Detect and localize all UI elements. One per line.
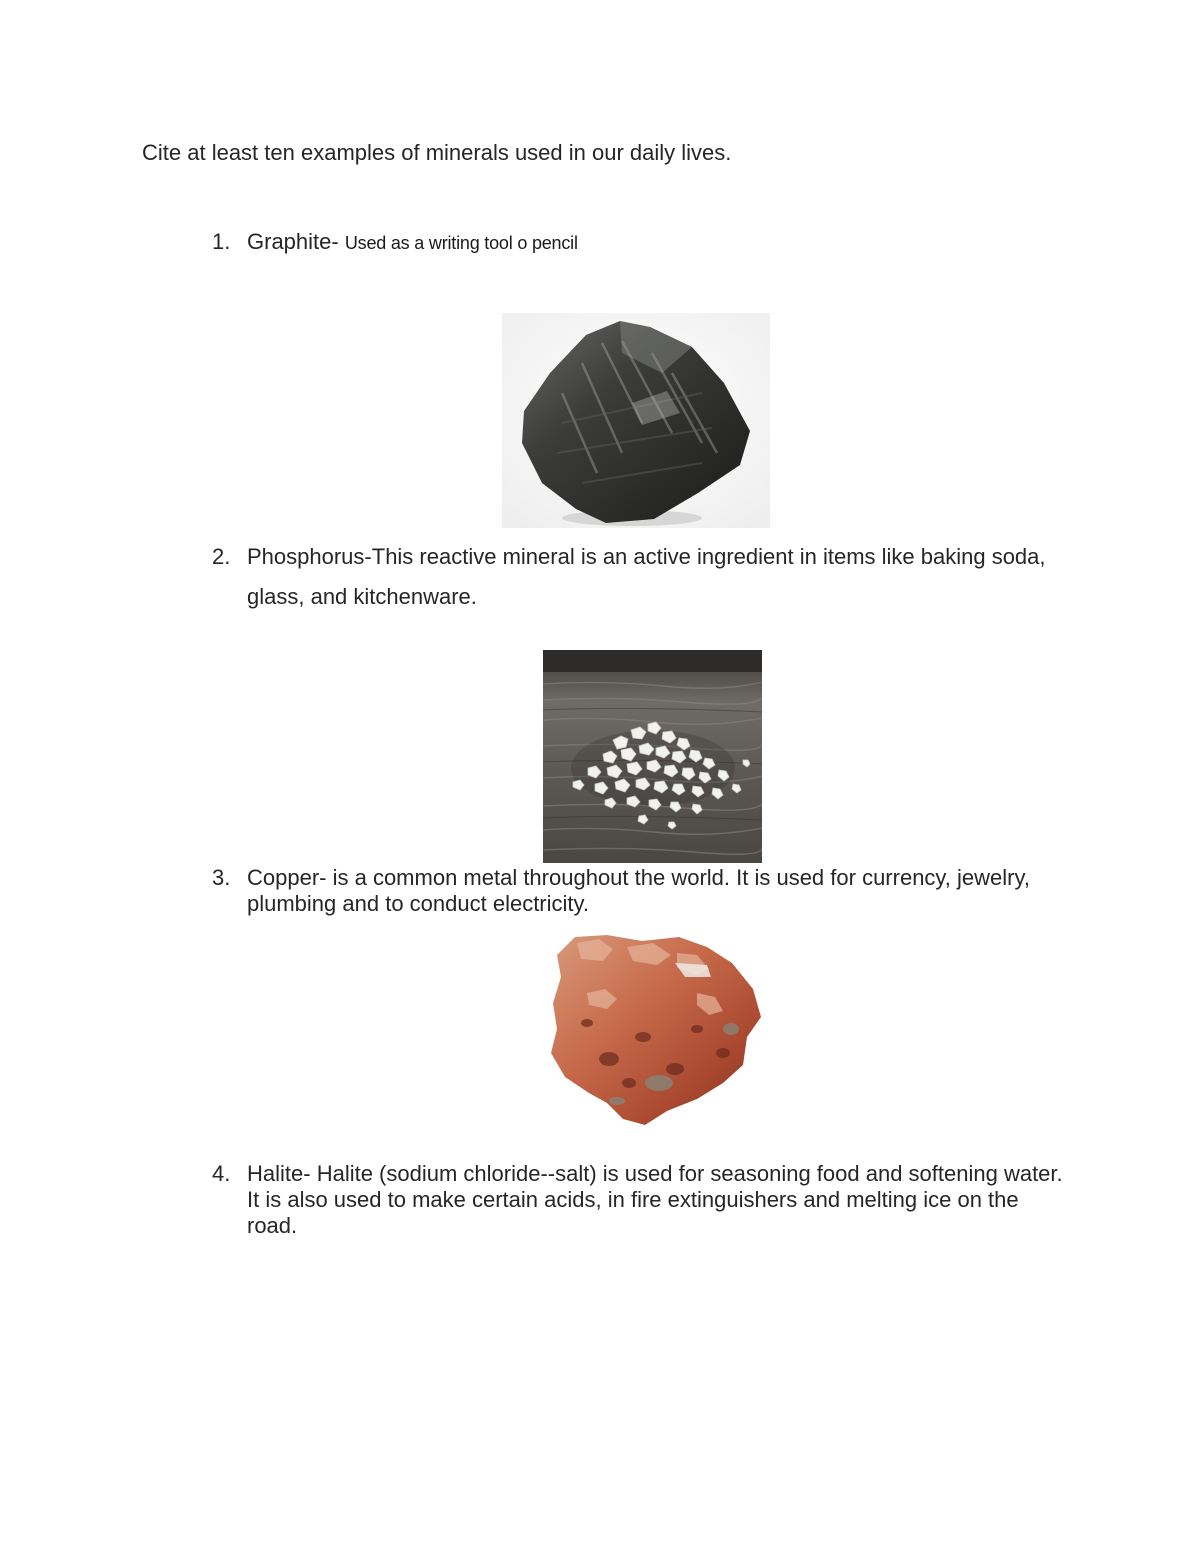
mineral-description: Used as a writing tool o pencil (344, 233, 578, 253)
copper-nugget-photo (547, 933, 765, 1128)
list-item-number: 2. (212, 544, 231, 569)
list-item-copper (212, 865, 1072, 917)
list-item-graphite (212, 229, 1072, 256)
mineral-name: Graphite- (247, 229, 339, 254)
mineral-description: This reactive mineral is an active ingredient in items like baking soda, glass, and kitchenware. (247, 544, 1046, 609)
list-item-number: 1. (212, 229, 231, 254)
list-item-phosphorus (212, 537, 1072, 617)
list-item-number: 3. (212, 865, 231, 890)
graphite-rock-photo (502, 313, 770, 528)
mineral-name: Phosphorus- (247, 544, 372, 569)
mineral-name: Copper- (247, 865, 327, 890)
white-mineral-pile-photo (543, 650, 762, 863)
mineral-description: is a common metal throughout the world. It is used for currency, jewelry, plumbing and to conduct electricity. (247, 865, 1030, 916)
list-item-halite (212, 1161, 1072, 1239)
mineral-name: Halite- (247, 1161, 311, 1186)
mineral-description: Halite (sodium chloride--salt) is used for seasoning food and softening water. It is also used to make certain acids, in fire extinguishers and melting ice on the road. (247, 1161, 1063, 1238)
worksheet-prompt: Cite at least ten examples of minerals used in our daily lives. (142, 140, 732, 165)
list-item-number: 4. (212, 1161, 231, 1186)
